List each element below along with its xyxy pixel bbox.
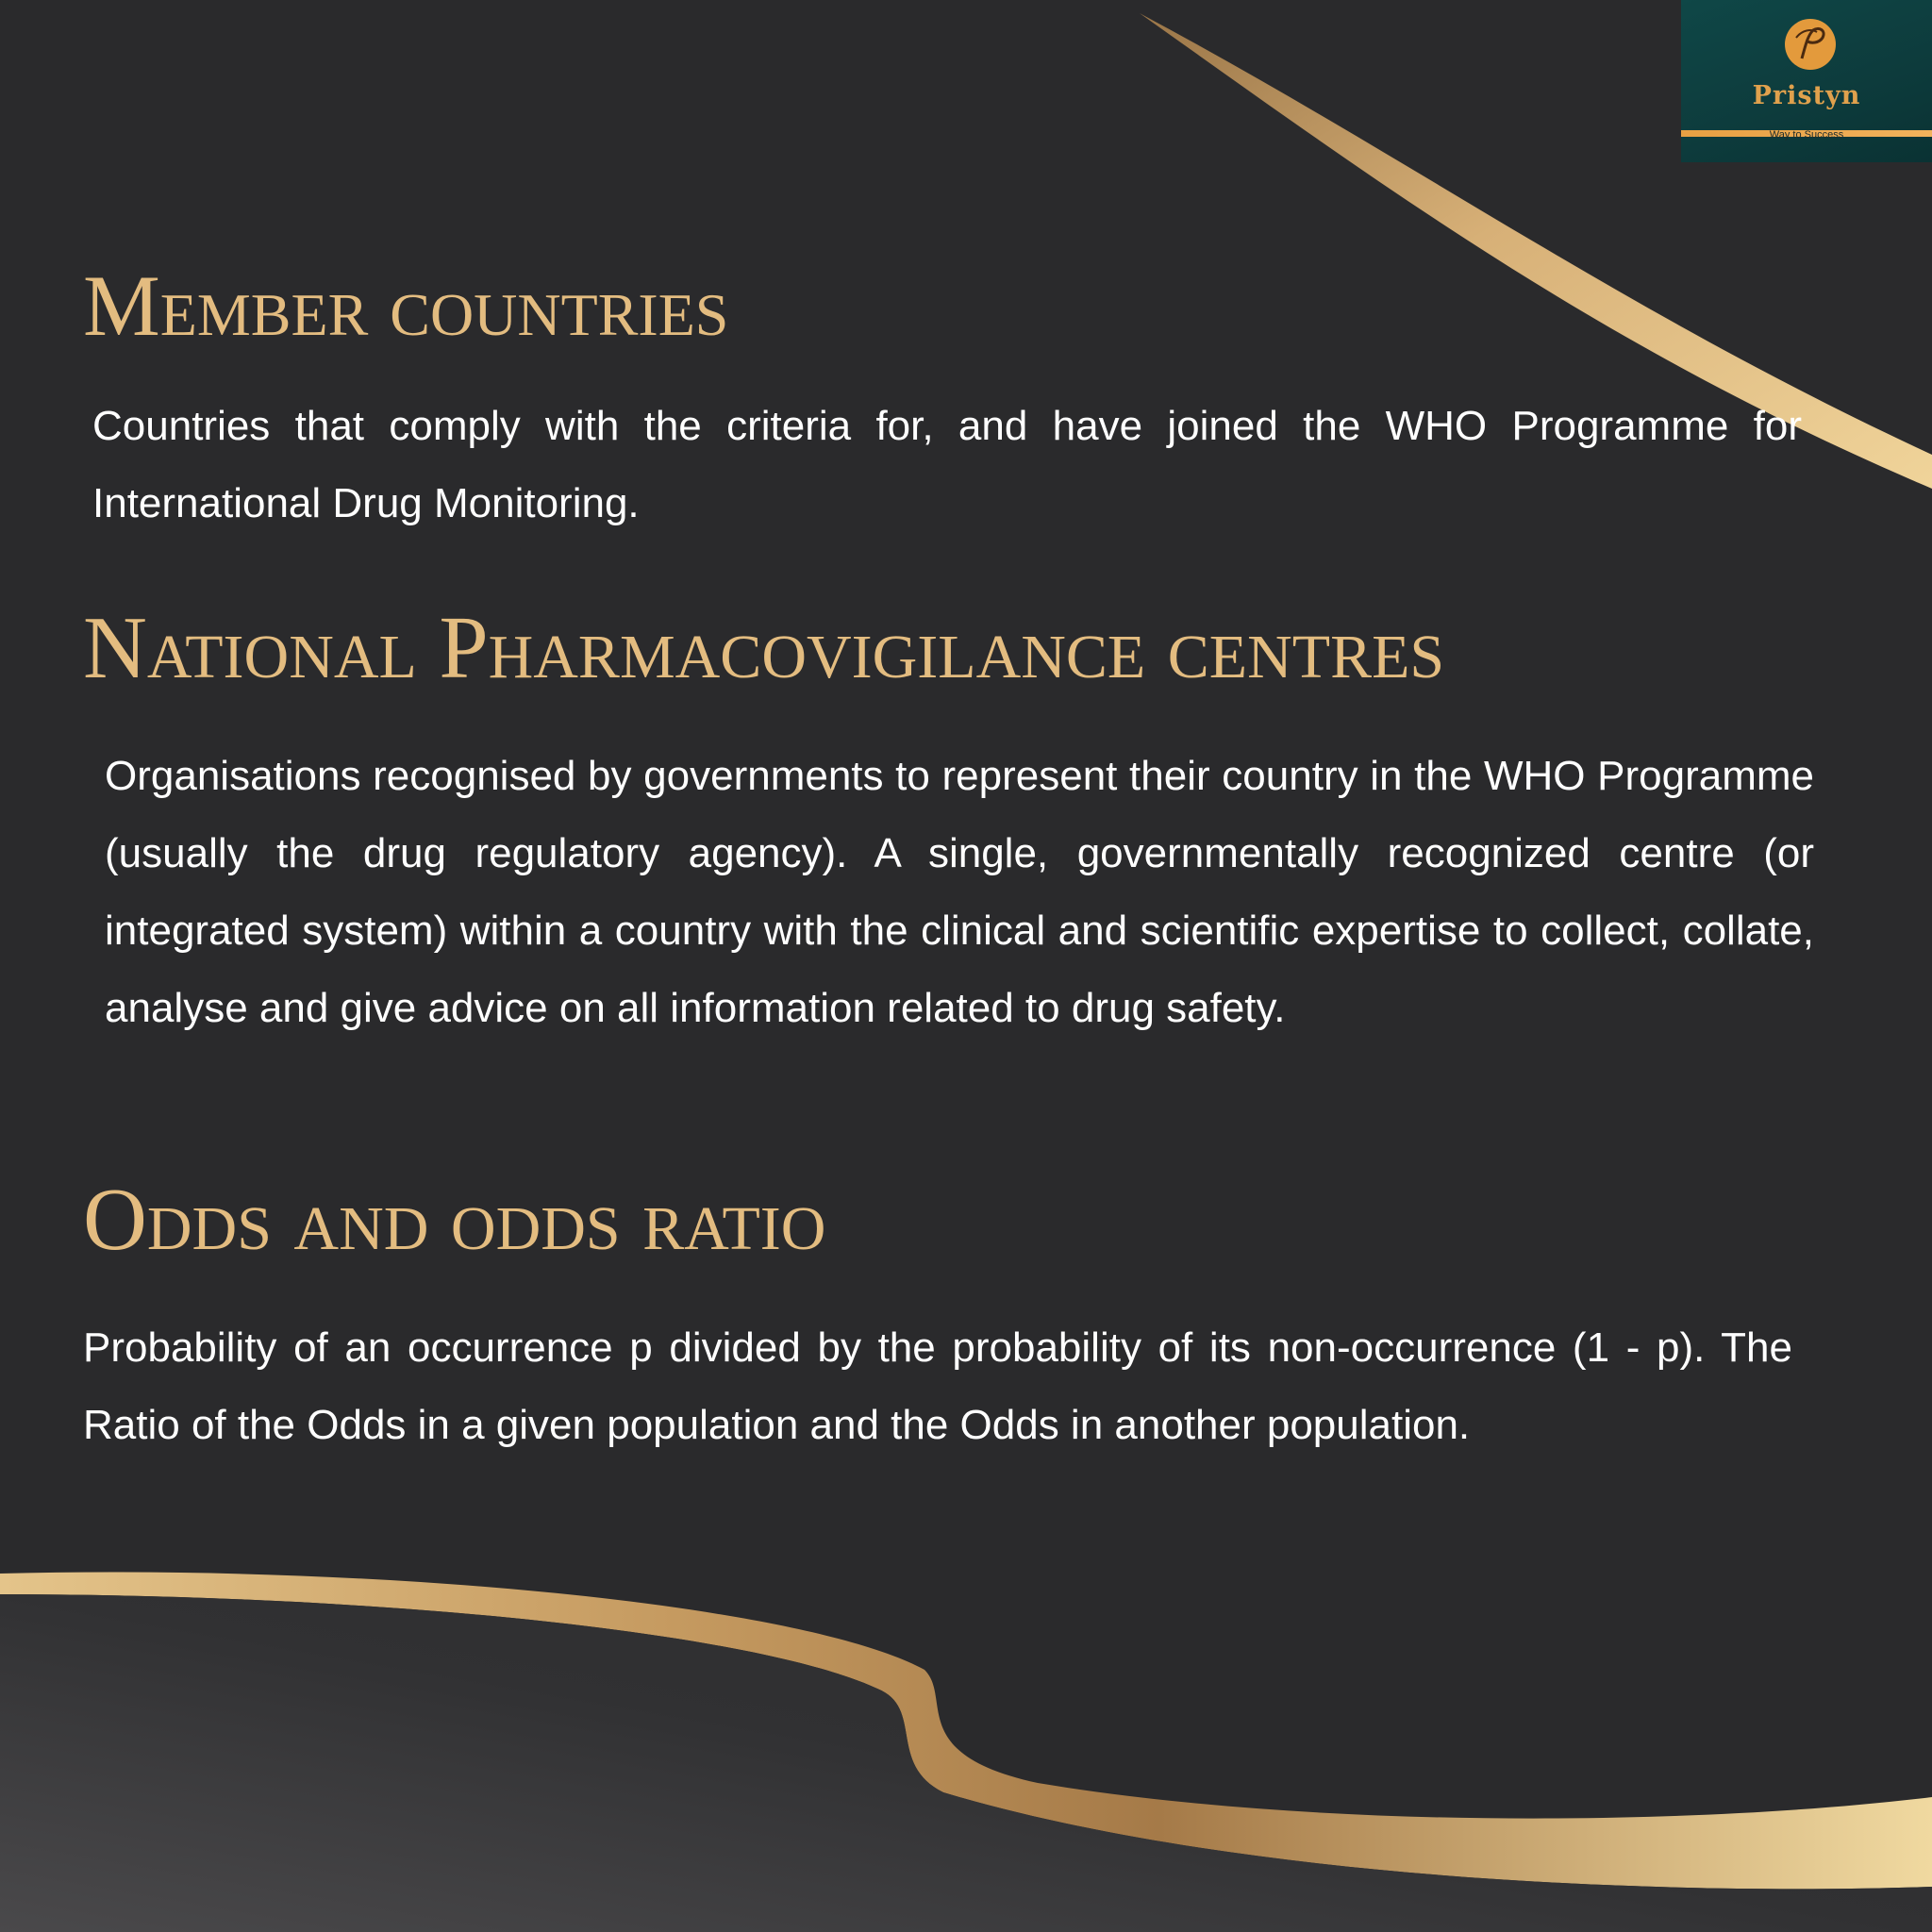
heading-odds-and-odds-ratio: Odds and odds ratio bbox=[83, 1171, 826, 1269]
heading-member-countries: Member countries bbox=[83, 258, 729, 354]
heading-national-pharmacovigilance-centres: National Pharmacovigilance centres bbox=[83, 599, 1445, 697]
text-national-pharmacovigilance-centres: Organisations recognised by governments to represent their country in the WHO Programme (usually the drug regulatory agency). A single, governmentally recognized centre (or integrated system) within a country with the clinical and scientific expertise to collect, collate, analyse and give advice on all information related to drug safety. bbox=[105, 753, 1814, 1031]
text-member-countries: Countries that comply with the criteria for, and have joined the WHO Programme for International Drug Monitoring. bbox=[92, 403, 1802, 526]
pristyn-logo bbox=[1681, 0, 1932, 162]
brand-name: Pristyn bbox=[1752, 81, 1861, 110]
brand-tagline: Way to Success bbox=[1769, 129, 1844, 141]
pristyn-emblem-icon bbox=[1783, 17, 1838, 72]
text-odds-and-odds-ratio: Probability of an occurrence p divided by the probability of its non-occurrence (1 - p). The Ratio of the Odds in a given population and the Odds in another population. bbox=[83, 1324, 1792, 1448]
